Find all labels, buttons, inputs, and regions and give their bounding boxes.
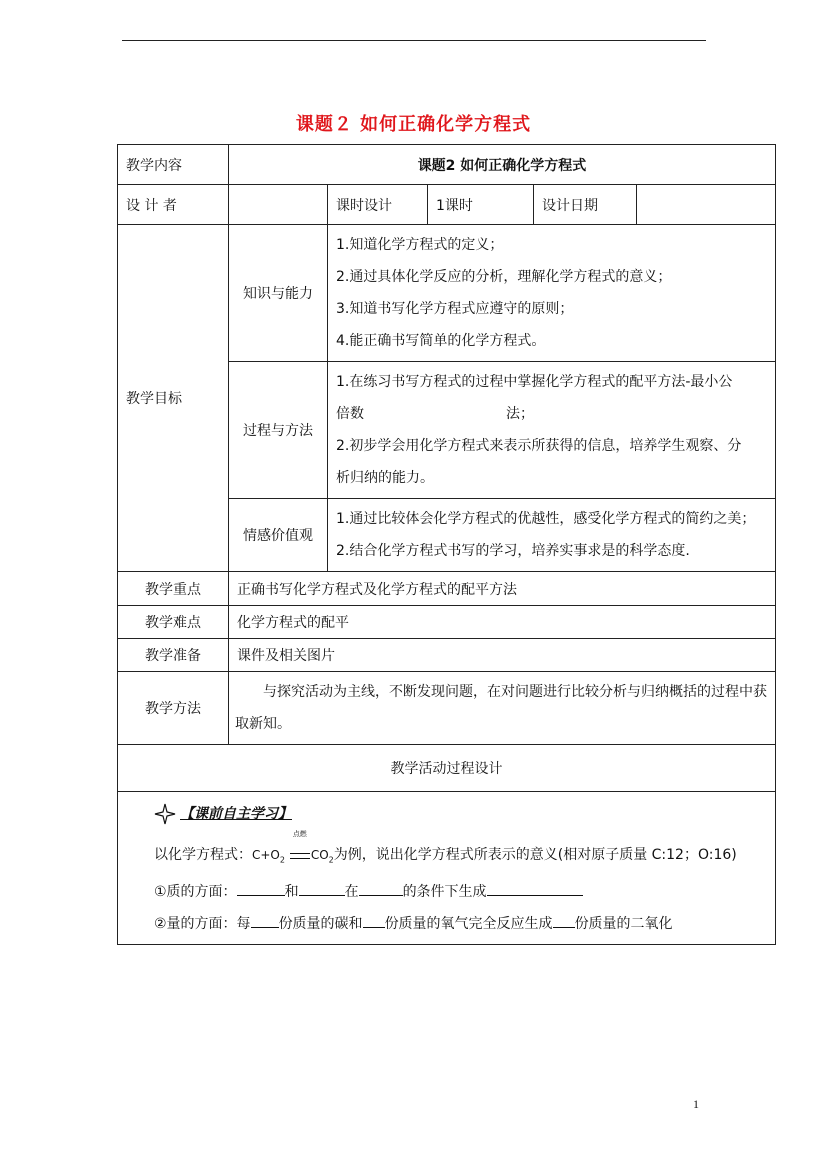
equation-line bbox=[154, 830, 769, 876]
document-title: 课题２ 如何正确化学方程式 bbox=[295, 114, 532, 135]
page-number: 1 bbox=[693, 1097, 699, 1111]
prep-label: 教学准备 bbox=[118, 639, 229, 672]
question-quantity bbox=[154, 908, 769, 940]
text-part: 为例，说出化学方程式所表示的意义(相对原子质量 C:12；O:16) bbox=[333, 847, 737, 863]
header-rule bbox=[122, 40, 706, 41]
list-item: 3.知道书写化学方程式应遵守的原则； bbox=[336, 301, 574, 317]
list-item: 1.在练习书写方程式的过程中掌握化学方程式的配平方法-最小公 bbox=[336, 374, 733, 390]
text-part: 的条件下生成 bbox=[402, 884, 487, 901]
blank bbox=[237, 881, 285, 896]
hours-value: 1课时 bbox=[428, 185, 534, 225]
goal-process-label: 过程与方法 bbox=[229, 362, 328, 499]
goal-knowledge-items bbox=[328, 225, 776, 362]
list-item-part: 法； bbox=[506, 406, 534, 422]
section-label: 【课前自主学习】 bbox=[180, 806, 292, 822]
designer-label: 设 计 者 bbox=[118, 185, 229, 225]
blank bbox=[363, 913, 385, 928]
subscript: 2 bbox=[279, 855, 285, 865]
lesson-plan-table bbox=[117, 144, 776, 945]
blank bbox=[553, 913, 575, 928]
list-item: 4.能正确书写简单的化学方程式。 bbox=[336, 333, 546, 349]
preclass-section bbox=[118, 792, 776, 945]
list-item: 1.通过比较体会化学方程式的优越性，感受化学方程式的简约之美； bbox=[336, 511, 756, 527]
key-label: 教学重点 bbox=[118, 572, 229, 606]
list-item: 1.知道化学方程式的定义； bbox=[336, 237, 504, 253]
question-quality bbox=[154, 876, 769, 908]
section-heading bbox=[154, 796, 292, 832]
hours-label: 课时设计 bbox=[328, 185, 428, 225]
star-icon bbox=[154, 803, 176, 825]
subscript: 2 bbox=[328, 855, 334, 865]
chemical-equation bbox=[252, 830, 334, 865]
equation-reactants: C+O bbox=[252, 848, 280, 862]
list-item-part: 倍数 bbox=[336, 406, 364, 422]
date-value bbox=[637, 185, 776, 225]
reaction-arrow bbox=[289, 830, 311, 871]
text-part: 和 bbox=[284, 884, 299, 901]
text-part: 以化学方程式： bbox=[154, 847, 252, 863]
goal-emotion-label: 情感价值观 bbox=[229, 499, 328, 572]
text-part: ①质的方面： bbox=[154, 884, 237, 901]
method-value: 与探究活动为主线，不断发现问题，在对问题进行比较分析与归纳概括的过程中获取新知。 bbox=[229, 672, 776, 745]
prep-value: 课件及相关图片 bbox=[229, 639, 776, 672]
goals-label: 教学目标 bbox=[118, 225, 229, 572]
goal-knowledge-label: 知识与能力 bbox=[229, 225, 328, 362]
content-value: 课题2 如何正确化学方程式 bbox=[229, 145, 776, 185]
text-part: 份质量的氧气完全反应生成 bbox=[384, 916, 553, 933]
text-part: ②量的方面：每 bbox=[154, 916, 251, 933]
designer-value bbox=[229, 185, 328, 225]
text-part: 份质量的碳和 bbox=[278, 916, 363, 933]
equation-product: CO bbox=[310, 848, 329, 862]
blank bbox=[487, 881, 583, 896]
list-item: 2.初步学会用化学方程式来表示所获得的信息，培养学生观察、分 bbox=[336, 438, 742, 454]
date-label: 设计日期 bbox=[534, 185, 637, 225]
reaction-condition: 点燃 bbox=[292, 830, 307, 838]
blank bbox=[299, 881, 345, 896]
text-part: 份质量的二氧化 bbox=[574, 916, 673, 933]
list-item: 析归纳的能力。 bbox=[336, 470, 434, 486]
list-item: 2.通过具体化学反应的分析，理解化学方程式的意义； bbox=[336, 269, 672, 285]
method-label: 教学方法 bbox=[118, 672, 229, 745]
text-part: 在 bbox=[344, 884, 359, 901]
blank bbox=[251, 913, 279, 928]
key-value: 正确书写化学方程式及化学方程式的配平方法 bbox=[229, 572, 776, 606]
list-item bbox=[336, 398, 771, 430]
blank bbox=[359, 881, 403, 896]
difficulty-value: 化学方程式的配平 bbox=[229, 606, 776, 639]
difficulty-label: 教学难点 bbox=[118, 606, 229, 639]
list-item: 2.结合化学方程式书写的学习，培养实事求是的科学态度. bbox=[336, 543, 690, 559]
goal-process-items bbox=[328, 362, 776, 499]
goal-emotion-items bbox=[328, 499, 776, 572]
activity-title: 教学活动过程设计 bbox=[118, 745, 776, 792]
content-label: 教学内容 bbox=[118, 145, 229, 185]
